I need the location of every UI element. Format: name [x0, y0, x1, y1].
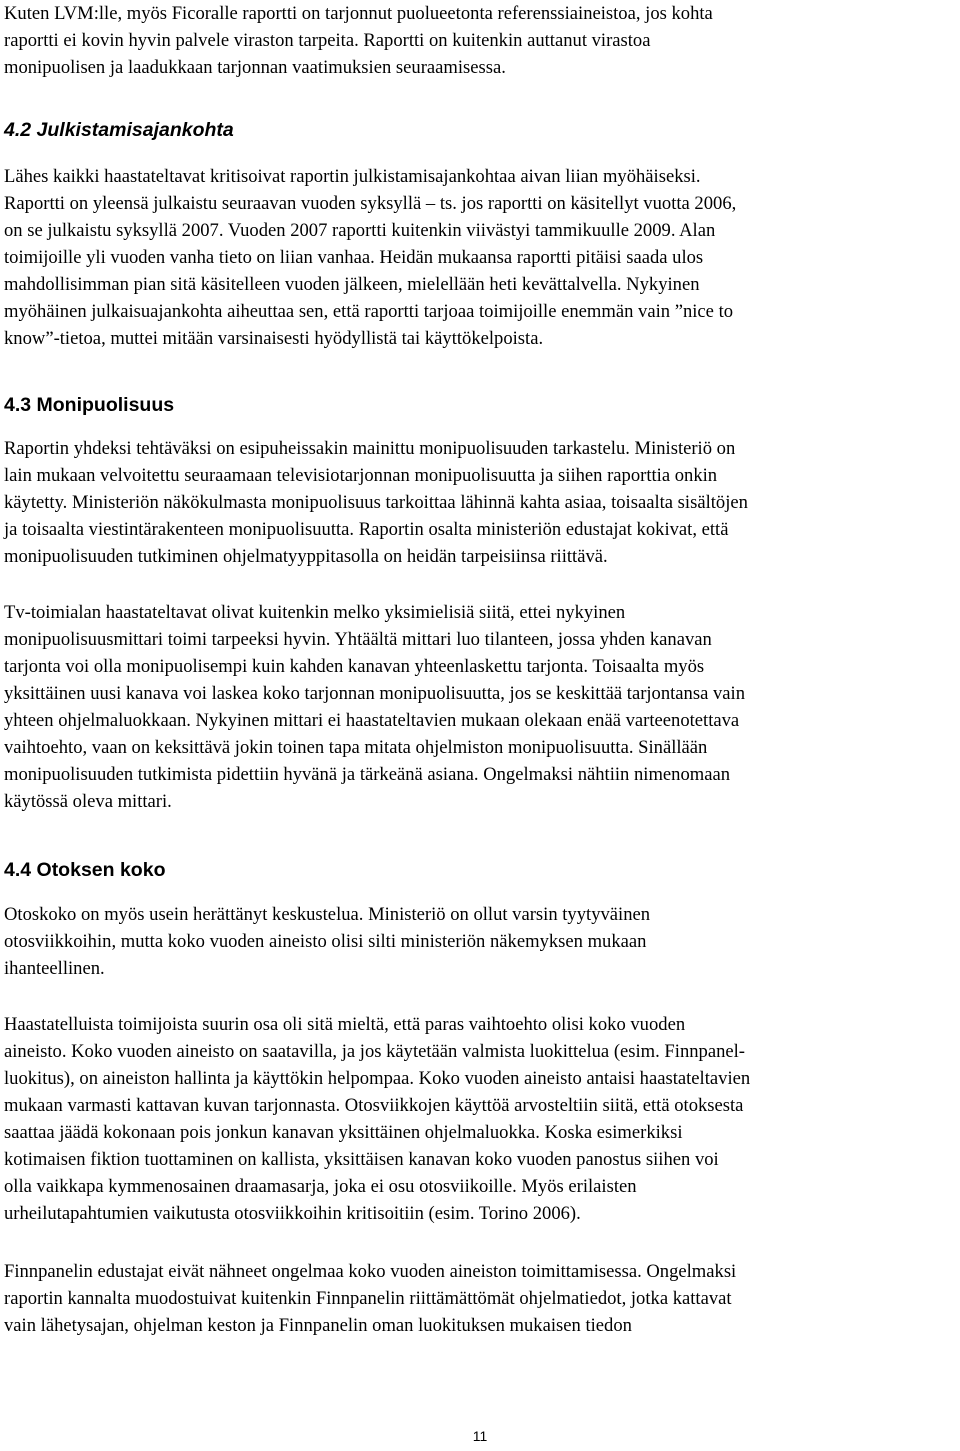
intro-paragraph	[4, 0, 713, 81]
section-4-3-line: yhteen ohjelmaluokkaan. Nykyinen mittari ei haastateltavien mukaan olekaan enää varteenotettava	[4, 710, 740, 731]
section-4-2-paragraph	[4, 163, 736, 352]
section-4-3-line: Tv-toimialan haastateltavat olivat kuitenkin melko yksimielisiä siitä, ettei nykyinen	[4, 602, 626, 623]
section-4-3-line: yksittäinen uusi kanava voi laskea koko tarjonnan monipuolisuutta, jos se keskittää tarjontansa vain	[4, 683, 746, 704]
section-4-3-line: Raportin yhdeksi tehtäväksi on esipuheissakin mainittu monipuolisuuden tarkastelu. Ministeriö on	[4, 438, 736, 459]
section-4-4-line: Otoskoko on myös usein herättänyt keskustelua. Ministeriö on ollut varsin tyytyväinen	[4, 904, 651, 925]
section-4-4-heading: 4.4 Otoksen koko	[4, 859, 166, 881]
section-4-3-line: vaihtoehto, vaan on keksittävä jokin toinen tapa mitata ohjelmiston monipuolisuutta. Sinällään	[4, 737, 708, 758]
section-4-3-heading: 4.3 Monipuolisuus	[4, 394, 175, 416]
section-4-4-line: Finnpanelin edustajat eivät nähneet ongelmaa koko vuoden aineiston toimittamisessa. Ongelmaksi	[4, 1261, 737, 1282]
section-4-2-line: Lähes kaikki haastateltavat kritisoivat raportin julkistamisajankohtaa aivan liian myöhäiseksi.	[4, 166, 701, 187]
section-4-3-line: tarjonta voi olla monipuolisempi kuin kahden kanavan yhteenlaskettu tarjonta. Toisaalta myös	[4, 656, 705, 677]
section-4-3-line: monipuolisuusmittari toimi tarpeeksi hyvin. Yhtäältä mittari luo tilanteen, jossa yhden kanavan	[4, 629, 712, 650]
section-4-4-paragraph-1	[4, 901, 650, 982]
section-4-4-line: olla vaikkapa kymmenosainen draamasarja, joka ei osu otosviikoille. Myös erilaisten	[4, 1176, 637, 1197]
section-4-4-line: urheilutapahtumien vaikutusta otosviikkoihin kritisoitiin (esim. Torino 2006).	[4, 1203, 581, 1224]
section-4-2-line: know”-tietoa, muttei mitään varsinaisesti hyödyllistä tai käyttökelpoista.	[4, 328, 544, 349]
section-4-4-line: mukaan varmasti kattavan kuvan tarjonnasta. Otosviikkojen käyttöä arvosteltiin siitä, että otoksesta	[4, 1095, 744, 1116]
section-4-4-line: Haastatelluista toimijoista suurin osa oli sitä mieltä, että paras vaihtoehto olisi koko vuoden	[4, 1014, 686, 1035]
section-4-2-line: myöhäinen julkaisuajankohta aiheuttaa sen, että raportti tarjoaa toimijoille enemmän vain ”nice to	[4, 301, 734, 322]
section-4-4-line: otosviikkoihin, mutta koko vuoden aineisto olisi silti ministeriön näkemyksen mukaan	[4, 931, 647, 952]
section-4-2-heading: 4.2 Julkistamisajankohta	[4, 119, 234, 141]
section-4-4-line: luokitus), on aineiston hallinta ja käyttökin helpompaa. Koko vuoden aineisto antaisi haastateltavien	[4, 1068, 751, 1089]
section-4-4-line: vain lähetysajan, ohjelman keston ja Finnpanelin oman luokituksen mukaisen tiedon	[4, 1315, 632, 1336]
section-4-4-line: saattaa jäädä kokonaan pois jonkun kanavan yksittäinen ohjelmaluokka. Koska esimerkiksi	[4, 1122, 683, 1143]
section-4-3-paragraph-2	[4, 599, 745, 815]
intro-line: raportti ei kovin hyvin palvele viraston tarpeita. Raportti on kuitenkin auttanut virastoa	[4, 30, 651, 51]
section-4-4-line: kotimaisen fiktion tuottaminen on kallista, yksittäisen kanavan koko vuoden panostus siihen voi	[4, 1149, 719, 1170]
intro-line: monipuolisen ja laadukkaan tarjonnan vaatimuksien seuraamisessa.	[4, 57, 506, 78]
section-4-3-line: monipuolisuuden tutkiminen ohjelmatyyppitasolla on heidän tarpeisiinsa riittävä.	[4, 546, 608, 567]
section-4-3-line: monipuolisuuden tutkimista pidettiin hyvänä ja tärkeänä asiana. Ongelmaksi nähtiin nimenomaan	[4, 764, 731, 785]
section-4-3-line: lain mukaan velvoitettu seuraamaan televisiotarjonnan monipuolisuutta ja siihen raporttia onkin	[4, 465, 718, 486]
section-4-4-paragraph-2	[4, 1011, 750, 1227]
section-4-2-line: mahdollisimman pian sitä käsitelleen vuoden jälkeen, mielellään heti kevättalvella. Nykyinen	[4, 274, 700, 295]
section-4-2-line: Raportti on yleensä julkaistu seuraavan vuoden syksyllä – ts. jos raportti on käsitellyt vuotta 2006,	[4, 193, 737, 214]
section-4-4-line: ihanteellinen.	[4, 958, 105, 979]
section-4-2-line: toimijoille yli vuoden vanha tieto on liian vanhaa. Heidän mukaansa raportti pitäisi saada ulos	[4, 247, 704, 268]
section-4-4-line: raportin kannalta muodostuivat kuitenkin Finnpanelin riittämättömät ohjelmatiedot, jotka kattavat	[4, 1288, 732, 1309]
section-4-3-line: käytetty. Ministeriön näkökulmasta monipuolisuus tarkoittaa lähinnä kahta asiaa, toisaalta sisältöjen	[4, 492, 748, 513]
section-4-3-line: ja toisaalta viestintärakenteen monipuolisuutta. Raportin osalta ministeriön edustajat kokivat, että	[4, 519, 729, 540]
section-4-4-paragraph-3	[4, 1258, 736, 1339]
section-4-3-paragraph-1	[4, 435, 748, 570]
intro-line: Kuten LVM:lle, myös Ficoralle raportti on tarjonnut puolueetonta referenssiaineistoa, jos kohta	[4, 3, 713, 24]
page-number: 11	[472, 1428, 488, 1444]
section-4-3-line: käytössä oleva mittari.	[4, 791, 172, 812]
section-4-2-line: on se julkaistu syksyllä 2007. Vuoden 2007 raportti kuitenkin viivästyi tammikuulle 2009. Alan	[4, 220, 716, 241]
section-4-4-line: aineisto. Koko vuoden aineisto on saatavilla, ja jos käytetään valmista luokittelua (esim. Finnpanel-	[4, 1041, 745, 1062]
